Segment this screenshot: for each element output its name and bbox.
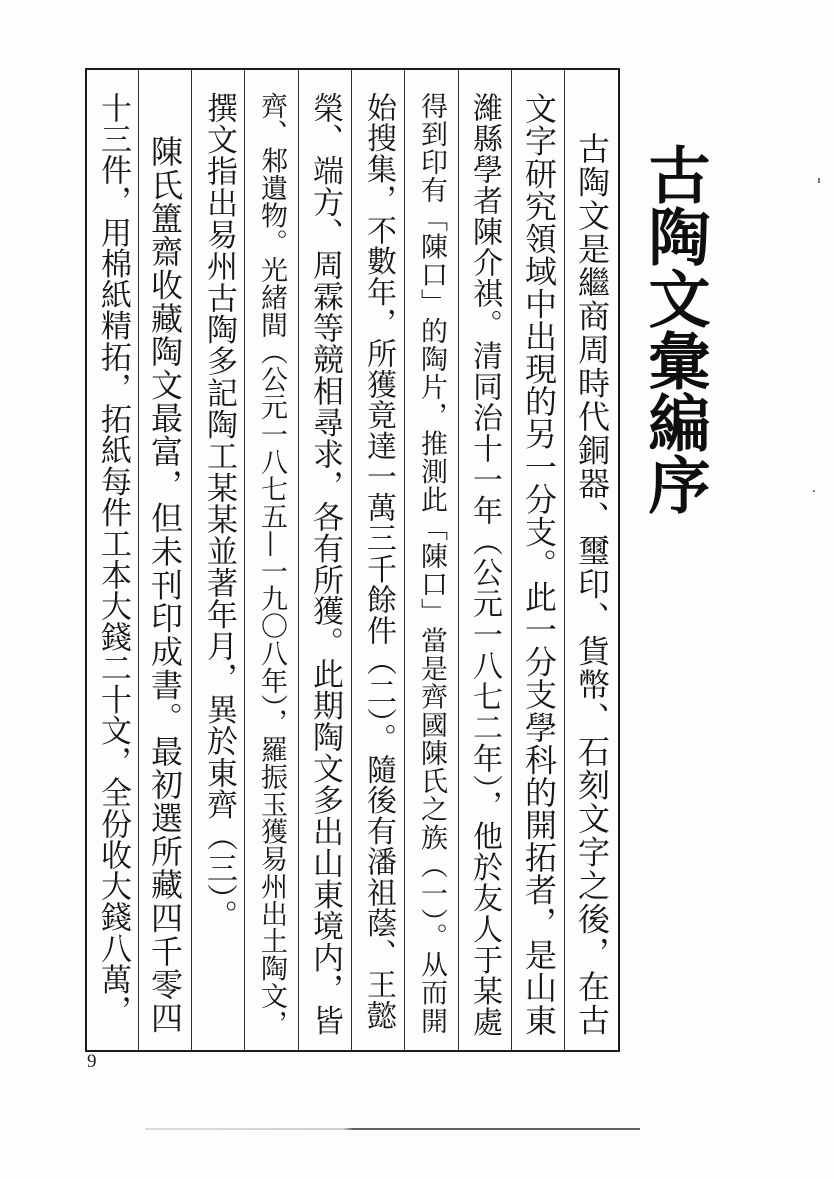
text-column-4 [405,92,458,1042]
preface-title: 古陶文彙編序 [638,143,711,515]
column-text: 濰縣學者陳介祺。清同治十一年（公元一八七二年），他於友人于某處 [467,92,502,1038]
column-text: 始搜集，不數年，所獲竟達一萬三千餘件（二）。隨後有潘祖蔭、王懿 [361,92,396,1031]
column-text: 撰文指出易州古陶多記陶工某某並著年月，異於東齊（三）。 [201,92,237,932]
text-column-1 [565,132,618,1042]
text-column-8 [192,92,245,937]
text-column-10 [86,92,139,1032]
scan-artifact-line [145,1128,640,1130]
scan-speck [813,490,815,492]
text-column-7 [245,92,298,1044]
column-text: 榮、端方、周霖等競相尋求，各有所獲。此期陶文多出山東境内，皆 [307,92,343,1036]
column-text: 齊、邾遺物。光緒間（公元一八七五—一九〇八年），羅振玉獲易州出土陶文， [256,92,287,1037]
column-text: 文字研究領域中出現的另一分支。此一分支學科的開拓者，是山東 [520,92,558,1037]
text-column-2 [512,92,565,1042]
column-text: 十三件，用棉紙精拓，拓紙每件工本大錢二十文，全份收大錢八萬， [95,92,131,1026]
column-text: 古陶文是繼商周時代銅器、璽印、貨幣、石刻文字之後，在古 [573,132,611,1037]
column-text: 得到印有「陳口」的陶片，推測此「陳口」當是齊國陳氏之族（一）。从而開 [416,92,447,1036]
text-column-3 [458,92,511,1044]
text-column-6 [298,92,351,1042]
page-number: 9 [87,1051,97,1072]
text-column-9 [138,135,191,1040]
text-column-5 [352,92,405,1037]
scan-speck [818,178,820,183]
column-text: 陳氏簠齋收藏陶文最富，但未刊印成書。最初選所藏四千零四 [146,135,184,1035]
